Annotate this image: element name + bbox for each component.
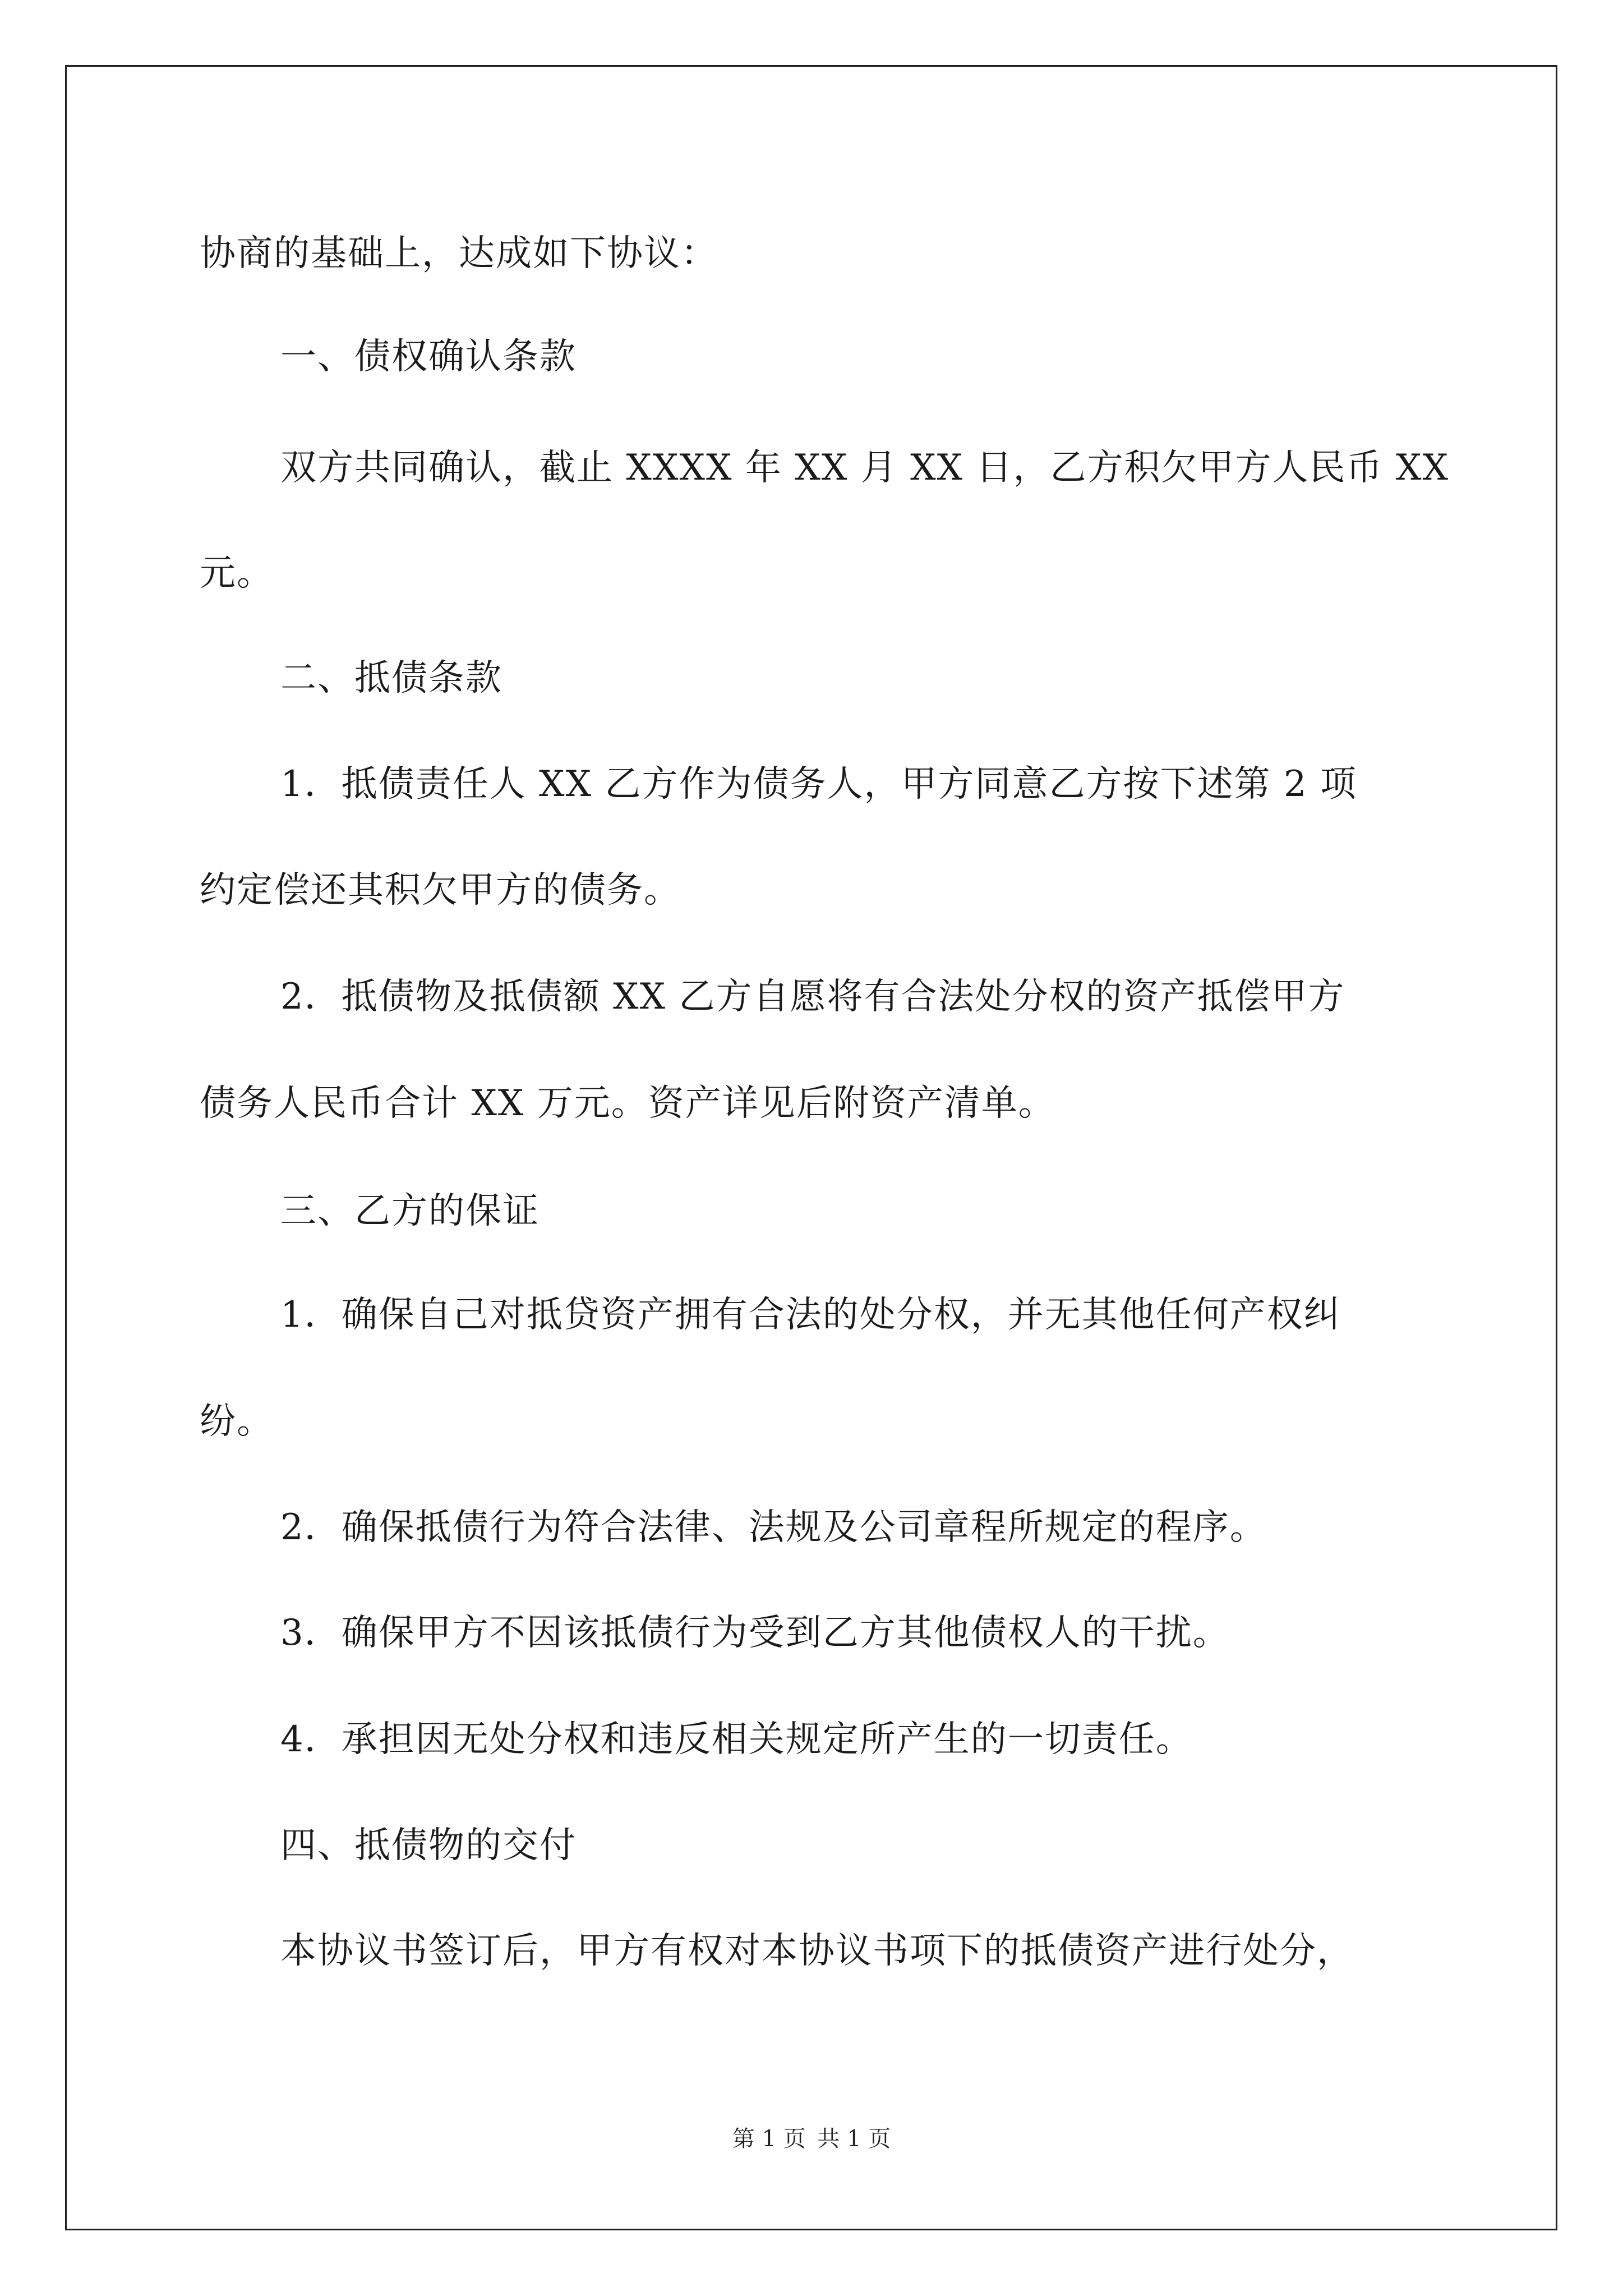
paragraph-line: 2．抵债物及抵债额 XX 乙方自愿将有合法处分权的资产抵偿甲方 — [280, 976, 1345, 1018]
paragraph-line: 约定偿还其积欠甲方的债务。 — [200, 869, 681, 911]
paragraph-line: 纷。 — [200, 1401, 274, 1442]
text-line: 协商的基础上，达成如下协议： — [200, 233, 718, 274]
paragraph-line: 双方共同确认，截止 XXXX 年 XX 月 XX 日，乙方积欠甲方人民币 XX — [280, 447, 1450, 489]
section-heading: 四、抵债物的交付 — [280, 1825, 577, 1866]
paragraph-line: 3．确保甲方不因该抵债行为受到乙方其他债权人的干扰。 — [280, 1612, 1230, 1654]
paragraph-line: 2．确保抵债行为符合法律、法规及公司章程所规定的程序。 — [280, 1507, 1267, 1548]
page-number: 第 1 页 — [732, 2126, 806, 2152]
page-border — [65, 65, 1557, 2230]
paragraph-line: 元。 — [200, 553, 274, 594]
page-footer — [0, 2121, 1623, 2153]
paragraph-line: 1．确保自己对抵贷资产拥有合法的处分权，并无其他任何产权纠 — [280, 1294, 1341, 1336]
section-heading: 二、抵债条款 — [280, 657, 502, 699]
page-total: 共 1 页 — [817, 2126, 891, 2152]
paragraph-line: 债务人民币合计 XX 万元。资产详见后附资产清单。 — [200, 1083, 1055, 1124]
section-heading: 三、乙方的保证 — [280, 1190, 540, 1232]
section-heading: 一、债权确认条款 — [280, 336, 577, 378]
paragraph-line: 4．承担因无处分权和违反相关规定所产生的一切责任。 — [280, 1719, 1193, 1760]
paragraph-line: 1．抵债责任人 XX 乙方作为债务人，甲方同意乙方按下述第 2 项 — [280, 763, 1357, 805]
paragraph-line: 本协议书签订后，甲方有权对本协议书项下的抵债资产进行处分， — [280, 1930, 1354, 1972]
